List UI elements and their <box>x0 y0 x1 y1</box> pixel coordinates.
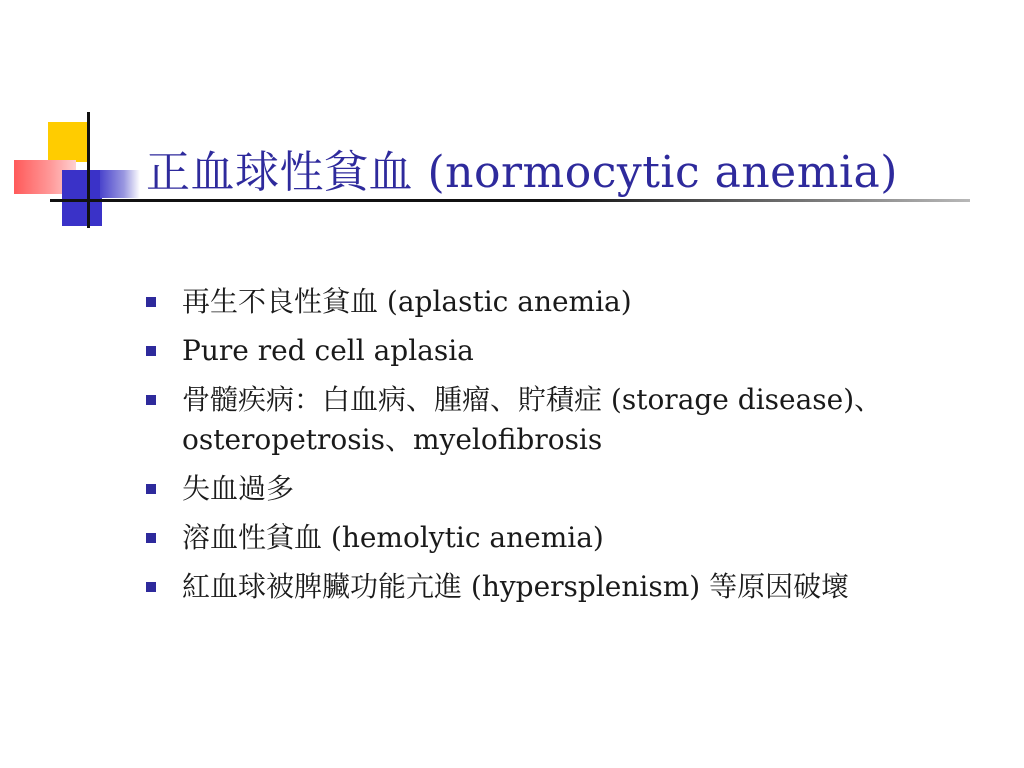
bullet-text: 紅血球被脾臟功能亢進 (hypersplenism) 等原因破壞 <box>182 570 850 603</box>
bullet-square-icon <box>146 346 156 356</box>
bullet-square-icon <box>146 533 156 543</box>
bullet-square-icon <box>146 582 156 592</box>
bullet-text: 失血過多 <box>182 472 295 505</box>
bullet-text: 骨髓疾病：白血病、腫瘤、貯積症 (storage disease)、osteropetrosis、myelofibrosis <box>182 383 883 456</box>
bullet-list <box>144 282 1004 616</box>
bullet-text: 再生不良性貧血 (aplastic anemia) <box>182 285 632 318</box>
bullet-item <box>144 331 1004 371</box>
bullet-square-icon <box>146 484 156 494</box>
decor-vertical-line <box>87 112 90 228</box>
decor-blue-square <box>62 170 102 226</box>
bullet-square-icon <box>146 395 156 405</box>
bullet-item <box>144 380 1004 460</box>
bullet-item <box>144 518 1004 558</box>
slide-title: 正血球性貧血 (normocytic anemia) <box>146 147 898 198</box>
bullet-item <box>144 567 1004 607</box>
bullet-item <box>144 469 1004 509</box>
bullet-item <box>144 282 1004 322</box>
bullet-text: 溶血性貧血 (hemolytic anemia) <box>182 521 604 554</box>
decor-yellow-square <box>48 122 88 162</box>
bullet-text: Pure red cell aplasia <box>182 334 474 367</box>
bullet-square-icon <box>146 297 156 307</box>
decor-blue-gradient <box>100 170 140 198</box>
